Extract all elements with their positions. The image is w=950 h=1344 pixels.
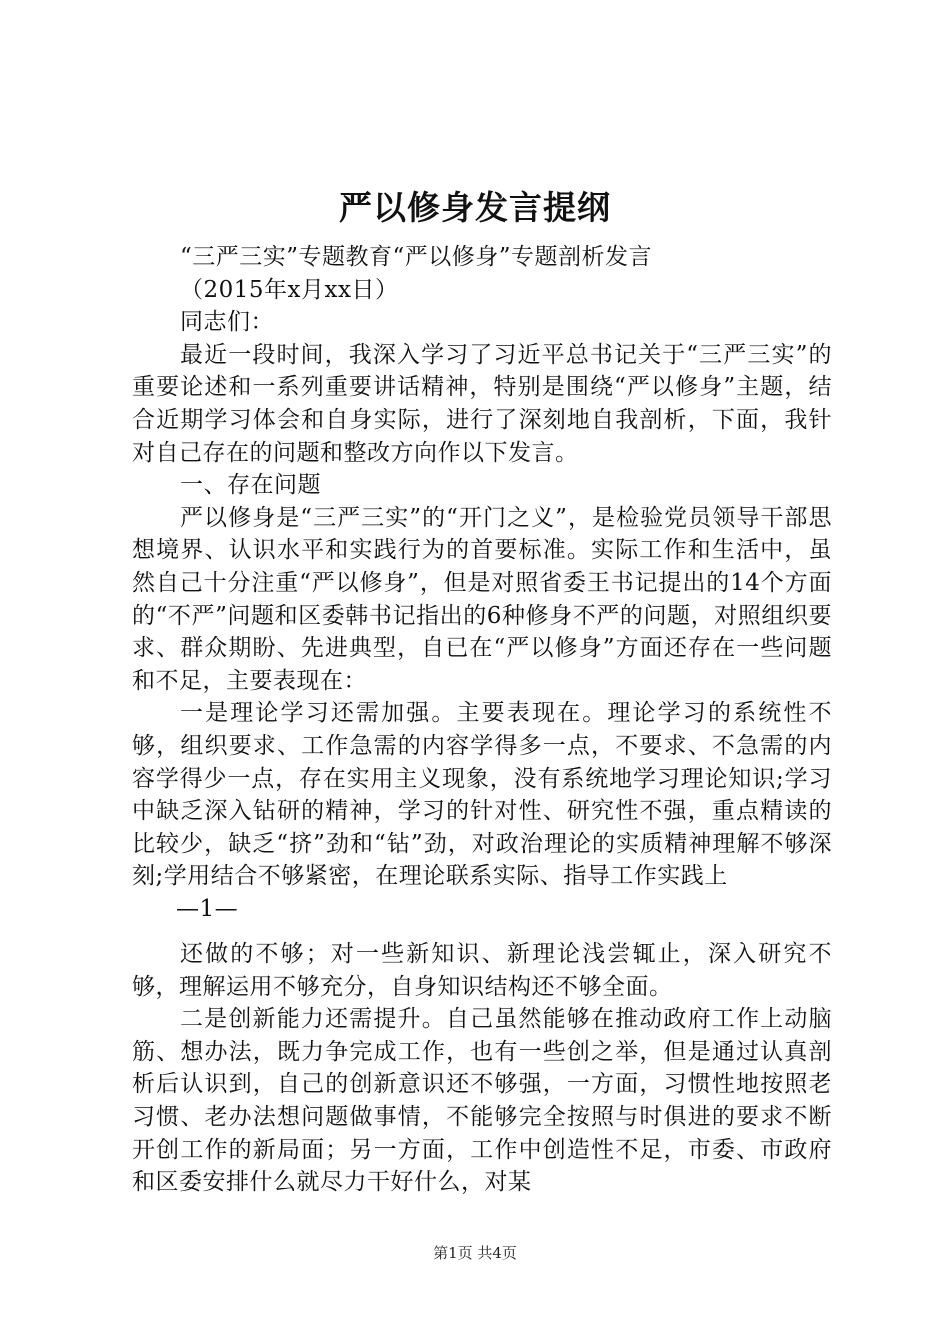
document-title: 严以修身发言提纲 xyxy=(339,188,611,227)
document-subtitle: “三严三实”专题教育“严以修身”专题剖析发言 xyxy=(180,244,653,270)
paragraph-theory-continued: 还做的不够；对一些新知识、新理论浅尝辄止，深入研究不够，理解运用不够充分，自身知识结构还不够全面。 xyxy=(132,941,832,1000)
salutation: 同志们： xyxy=(180,309,274,336)
paragraph-problems-overview: 严以修身是“三严三实”的“开门之义”，是检验党员领导干部思想境界、认识水平和实践行为的首要标准。实际工作和生活中，虽然自己十分注重“严以修身”，但是对照省委王书记提出的14个方面的“不严”问题和区委韩书记指出的6种修身不严的问题，对照组织要求、群众期盼、先进典型，自已在“严以修身”方面还存在一些问题和不足，主要表现在： xyxy=(132,504,832,694)
body-text-block-2 xyxy=(132,938,832,1199)
paragraph-intro: 最近一段时间，我深入学习了习近平总书记关于“三严三实”的重要论述和一系列重要讲话精神，特别是围绕“严以修身”主题，结合近期学习体会和自身实际，进行了深刻地自我剖析，下面，我针对自己存在的问题和整改方向作以下发言。 xyxy=(132,341,832,466)
paragraph-theory-study: 一是理论学习还需加强。主要表现在。理论学习的系统性不够，组织要求、工作急需的内容学得多一点，不要求、不急需的内容学得少一点，存在实用主义现象，没有系统地学习理论知识;学习中缺乏深入钻研的精神，学习的针对性、研究性不强，重点精读的比较少，缺乏“挤”劲和“钻”劲，对政治理论的实质精神理解不够深刻;学用结合不够紧密，在理论联系实际、指导工作实践上 xyxy=(132,700,832,890)
body-text-block-1 xyxy=(132,241,832,925)
document-date: （2015年x月xx日） xyxy=(180,276,399,303)
paragraph-innovation: 二是创新能力还需提升。自己虽然能够在推动政府工作上动脑筋、想办法，既力争完成工作，也有一些创之举，但是通过认真剖析后认识到，自己的创新意识还不够强，一方面，习惯性地按照老习惯、老办法想问题做事情，不能够完全按照与时俱进的要求不断开创工作的新局面；另一方面，工作中创造性不足，市委、市政府和区委安排什么就尽力干好什么，对某 xyxy=(132,1006,832,1196)
section-heading-problems: 一、存在问题 xyxy=(180,472,321,499)
page-footer: 第1页 共4页 xyxy=(433,1244,517,1262)
inner-page-marker: —1— xyxy=(176,895,239,922)
